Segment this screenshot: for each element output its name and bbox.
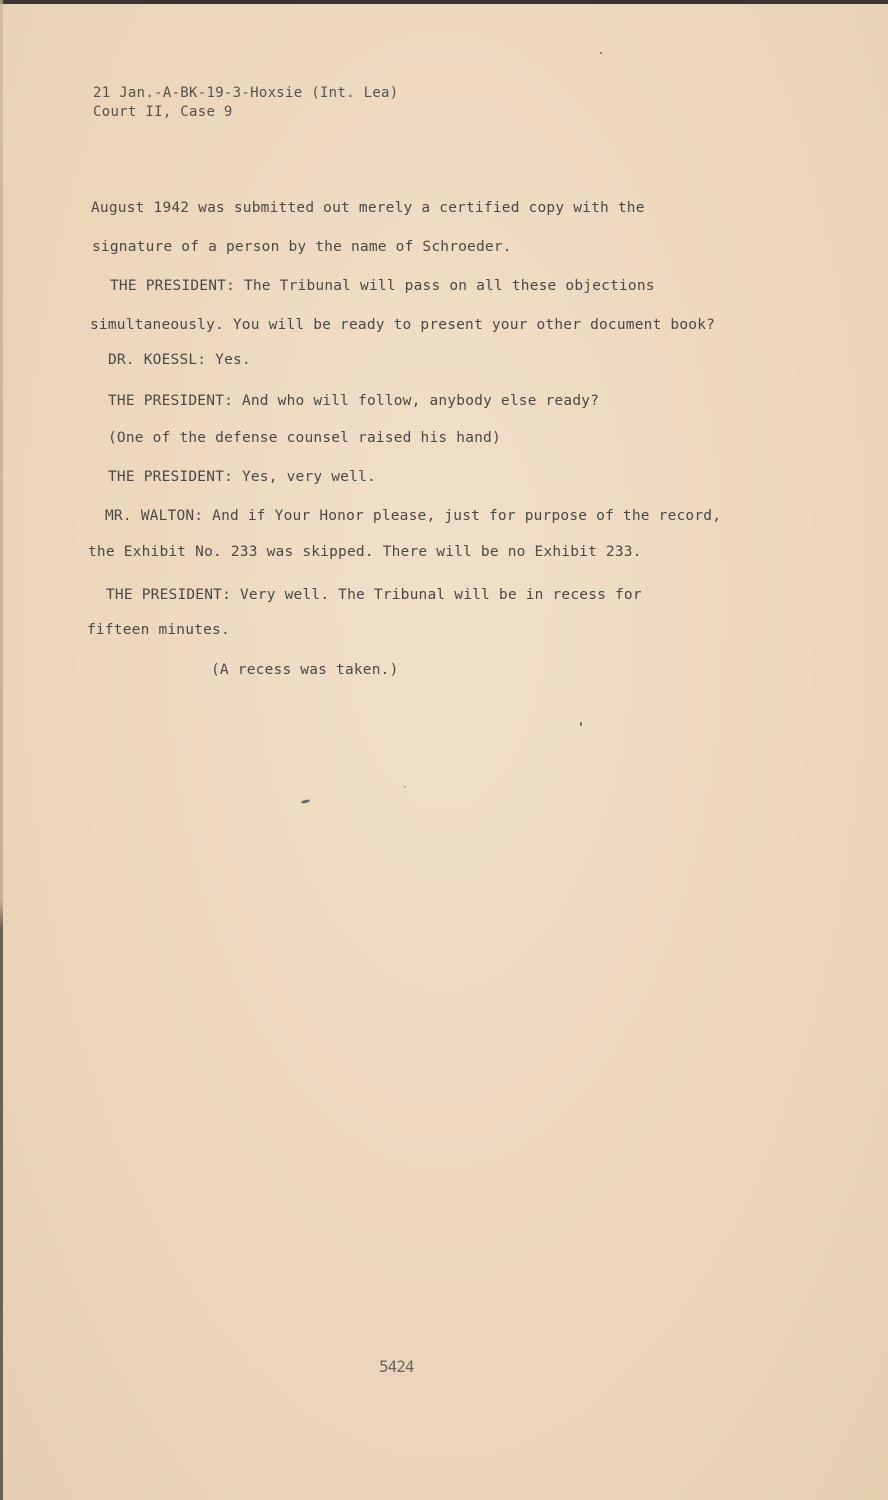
transcript-line: THE PRESIDENT: Yes, very well. <box>108 469 376 485</box>
transcript-line: (A recess was taken.) <box>211 662 399 678</box>
page-number: 5424 <box>379 1357 414 1376</box>
transcript-line: simultaneously. You will be ready to present your other document book? <box>90 317 716 333</box>
transcript-line: DR. KOESSL: Yes. <box>108 352 251 368</box>
transcript-line: the Exhibit No. 233 was skipped. There will be no Exhibit 233. <box>88 544 642 560</box>
document-header <box>93 84 399 122</box>
transcript-line: THE PRESIDENT: Very well. The Tribunal will be in recess for <box>106 587 642 603</box>
header-line-2: Court II, Case 9 <box>93 104 233 120</box>
transcript-line: signature of a person by the name of Schroeder. <box>92 239 512 255</box>
paper-speck <box>301 799 310 804</box>
paper-top-edge <box>0 0 888 4</box>
transcript-line: THE PRESIDENT: The Tribunal will pass on all these objections <box>110 278 655 294</box>
transcript-line: MR. WALTON: And if Your Honor please, just for purpose of the record, <box>105 508 722 524</box>
header-line-1: 21 Jan.-A-BK-19-3-Hoxsie (Int. Lea) <box>93 85 399 101</box>
transcript-line: fifteen minutes. <box>87 622 230 638</box>
paper-left-edge <box>0 0 3 1500</box>
transcript-line: August 1942 was submitted out merely a certified copy with the <box>91 200 645 216</box>
transcript-line: (One of the defense counsel raised his hand) <box>108 430 501 446</box>
transcript-line: THE PRESIDENT: And who will follow, anybody else ready? <box>108 393 600 409</box>
paper-speck <box>580 722 582 726</box>
paper-speck <box>600 52 602 54</box>
paper-speck <box>404 786 406 788</box>
